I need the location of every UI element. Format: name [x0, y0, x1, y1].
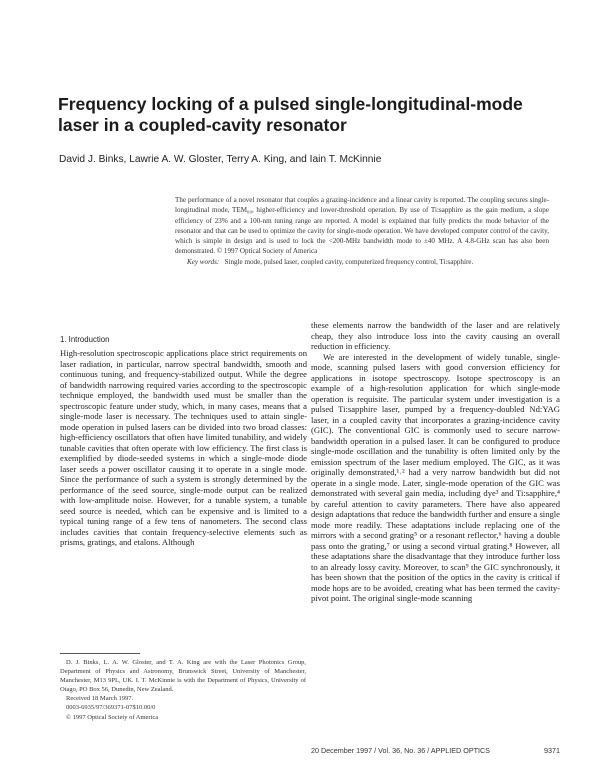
paper-title: Frequency locking of a pulsed single-longitudinal-mode laser in a coupled-cavity resonator [58, 94, 523, 135]
footnote-copyright: © 1997 Optical Society of America [66, 713, 159, 721]
abstract [175, 195, 549, 267]
footnote-code: 0003-6935/97/369371-07$10.00/0 [66, 704, 156, 712]
keywords-label: Key words: [187, 257, 220, 266]
section-heading: 1. Introduction [60, 335, 110, 344]
journal-info: 20 December 1997 / Vol. 36, No. 36 / APPLIED OPTICS [311, 746, 490, 755]
paragraph: these elements narrow the bandwidth of the laser and are relatively cheap, they also introduce loss into the cavity causing an overall reduction in efficiency. [311, 320, 560, 351]
paragraph: We are interested in the development of widely tunable, single-mode, scanning pulsed lasers with good conversion efficiency for applications in isotope spectroscopy. Isotope spectroscopy is an example of a high-resolution application for which single-mode operation is requisite. The particular system under investigation is a pulsed Ti:sapphire laser, pumped by a frequency-doubled Nd:YAG laser, in a coupled cavity that incorporates a grazing-incidence cavity (GIC). The conventional GIC is commonly used to secure narrow-bandwidth operation in a pulsed laser. It can be configured to produce single-mode oscillation and the tunability is often limited only by the emission spectrum of the laser medium employed. The GIC, as it was originally demonstrated,¹˒² had a very narrow bandwidth but did not operate in a single mode. Later, single-mode operation of the GIC was demonstrated with several gain media, including dye³ and Ti:sapphire,⁴ by careful attention to cavity parameters. There have also appeared design adaptations that reduce the bandwidth further and ensure a single mode more readily. These adaptations include replacing one of the mirrors with a second grating⁵ or a resonant reflector,⁶ having a double pass onto the grating,⁷ or using a second virtual grating.⁸ However, all these adaptations share the disadvantage that they introduce further loss to an already lossy cavity. Moreover, to scan⁹ the GIC synchronously, it has been shown that the position of the optics in the cavity is critical if mode hops are to be avoided, creating what has been termed the cavity-pivot point. The original single-mode scanning [311, 351, 560, 603]
keywords [175, 257, 549, 267]
footnote-received: Received 18 March 1997. [66, 695, 134, 703]
page-footer [311, 746, 560, 755]
author-list: David J. Binks, Lawrie A. W. Gloster, Terry A. King, and Iain T. McKinnie [59, 154, 382, 165]
footnote-affiliation: D. J. Binks, L. A. W. Gloster, and T. A. King are with the Laser Photonics Group, Department of Physics and Astronomy, Brunswick Street, University of Manchester, Manchester, M13 9PL, UK. I. T. McKinnie is with the Department of Physics, University of Otago, PO Box 56, Dunedin, New Zealand. [60, 659, 306, 694]
footnote-divider [60, 653, 140, 654]
right-column [311, 320, 560, 604]
abstract-text: The performance of a novel resonator that couples a grazing-incidence and a linear cavity is reported. The coupling secures single-longitudinal mode, TEM₀₀, higher-efficiency and lower-threshold operation. By use of Ti:sapphire as the gain medium, a slope efficiency of 23% and a 100-nm tuning range are reported. A model is explained that fully predicts the mode behavior of the resonator and that can be used to optimize the cavity for single-mode operation. We have developed computer control of the cavity, which is simple in design and is used to lock the <200-MHz bandwidth mode to ±40 MHz. A 4.8-GHz scan has also been demonstrated. © 1997 Optical Society of America [175, 196, 549, 256]
page-number: 9371 [544, 746, 560, 755]
paragraph: High-resolution spectroscopic applications place strict requirements on laser radiation, in particular, narrow spectral bandwidth, smooth and continuous tuning, and frequency-stabilized output. While the degree of bandwidth narrowing required varies according to the spectroscopic technique employed, the bandwidth used must be smaller than the spectroscopic feature under study, which, in many cases, means that a single-mode laser is necessary. The techniques used to attain single-mode operation in pulsed lasers can be divided into two broad classes: high-efficiency oscillators that often have limited tunability, and widely tunable cavities that often operate with low efficiency. The first class is exemplified by diode-seeded systems in which a single-mode diode laser seeds a power oscillator causing it to operate in a single mode. Since the performance of such a system is strongly determined by the performance of the seed source, single-mode output can be realized with low-amplitude noise. However, for a tunable system, a tunable seed source is needed, which can be expensive and is limited to a typical tuning range of a few tens of nanometers. The second class includes cavities that contain frequency-selective elements such as prisms, gratings, and etalons. Although [60, 348, 307, 547]
left-column [60, 334, 307, 548]
footnote [60, 658, 306, 722]
keywords-text: Single mode, pulsed laser, coupled cavity, computerized frequency control, Ti:sapphire. [224, 257, 474, 266]
